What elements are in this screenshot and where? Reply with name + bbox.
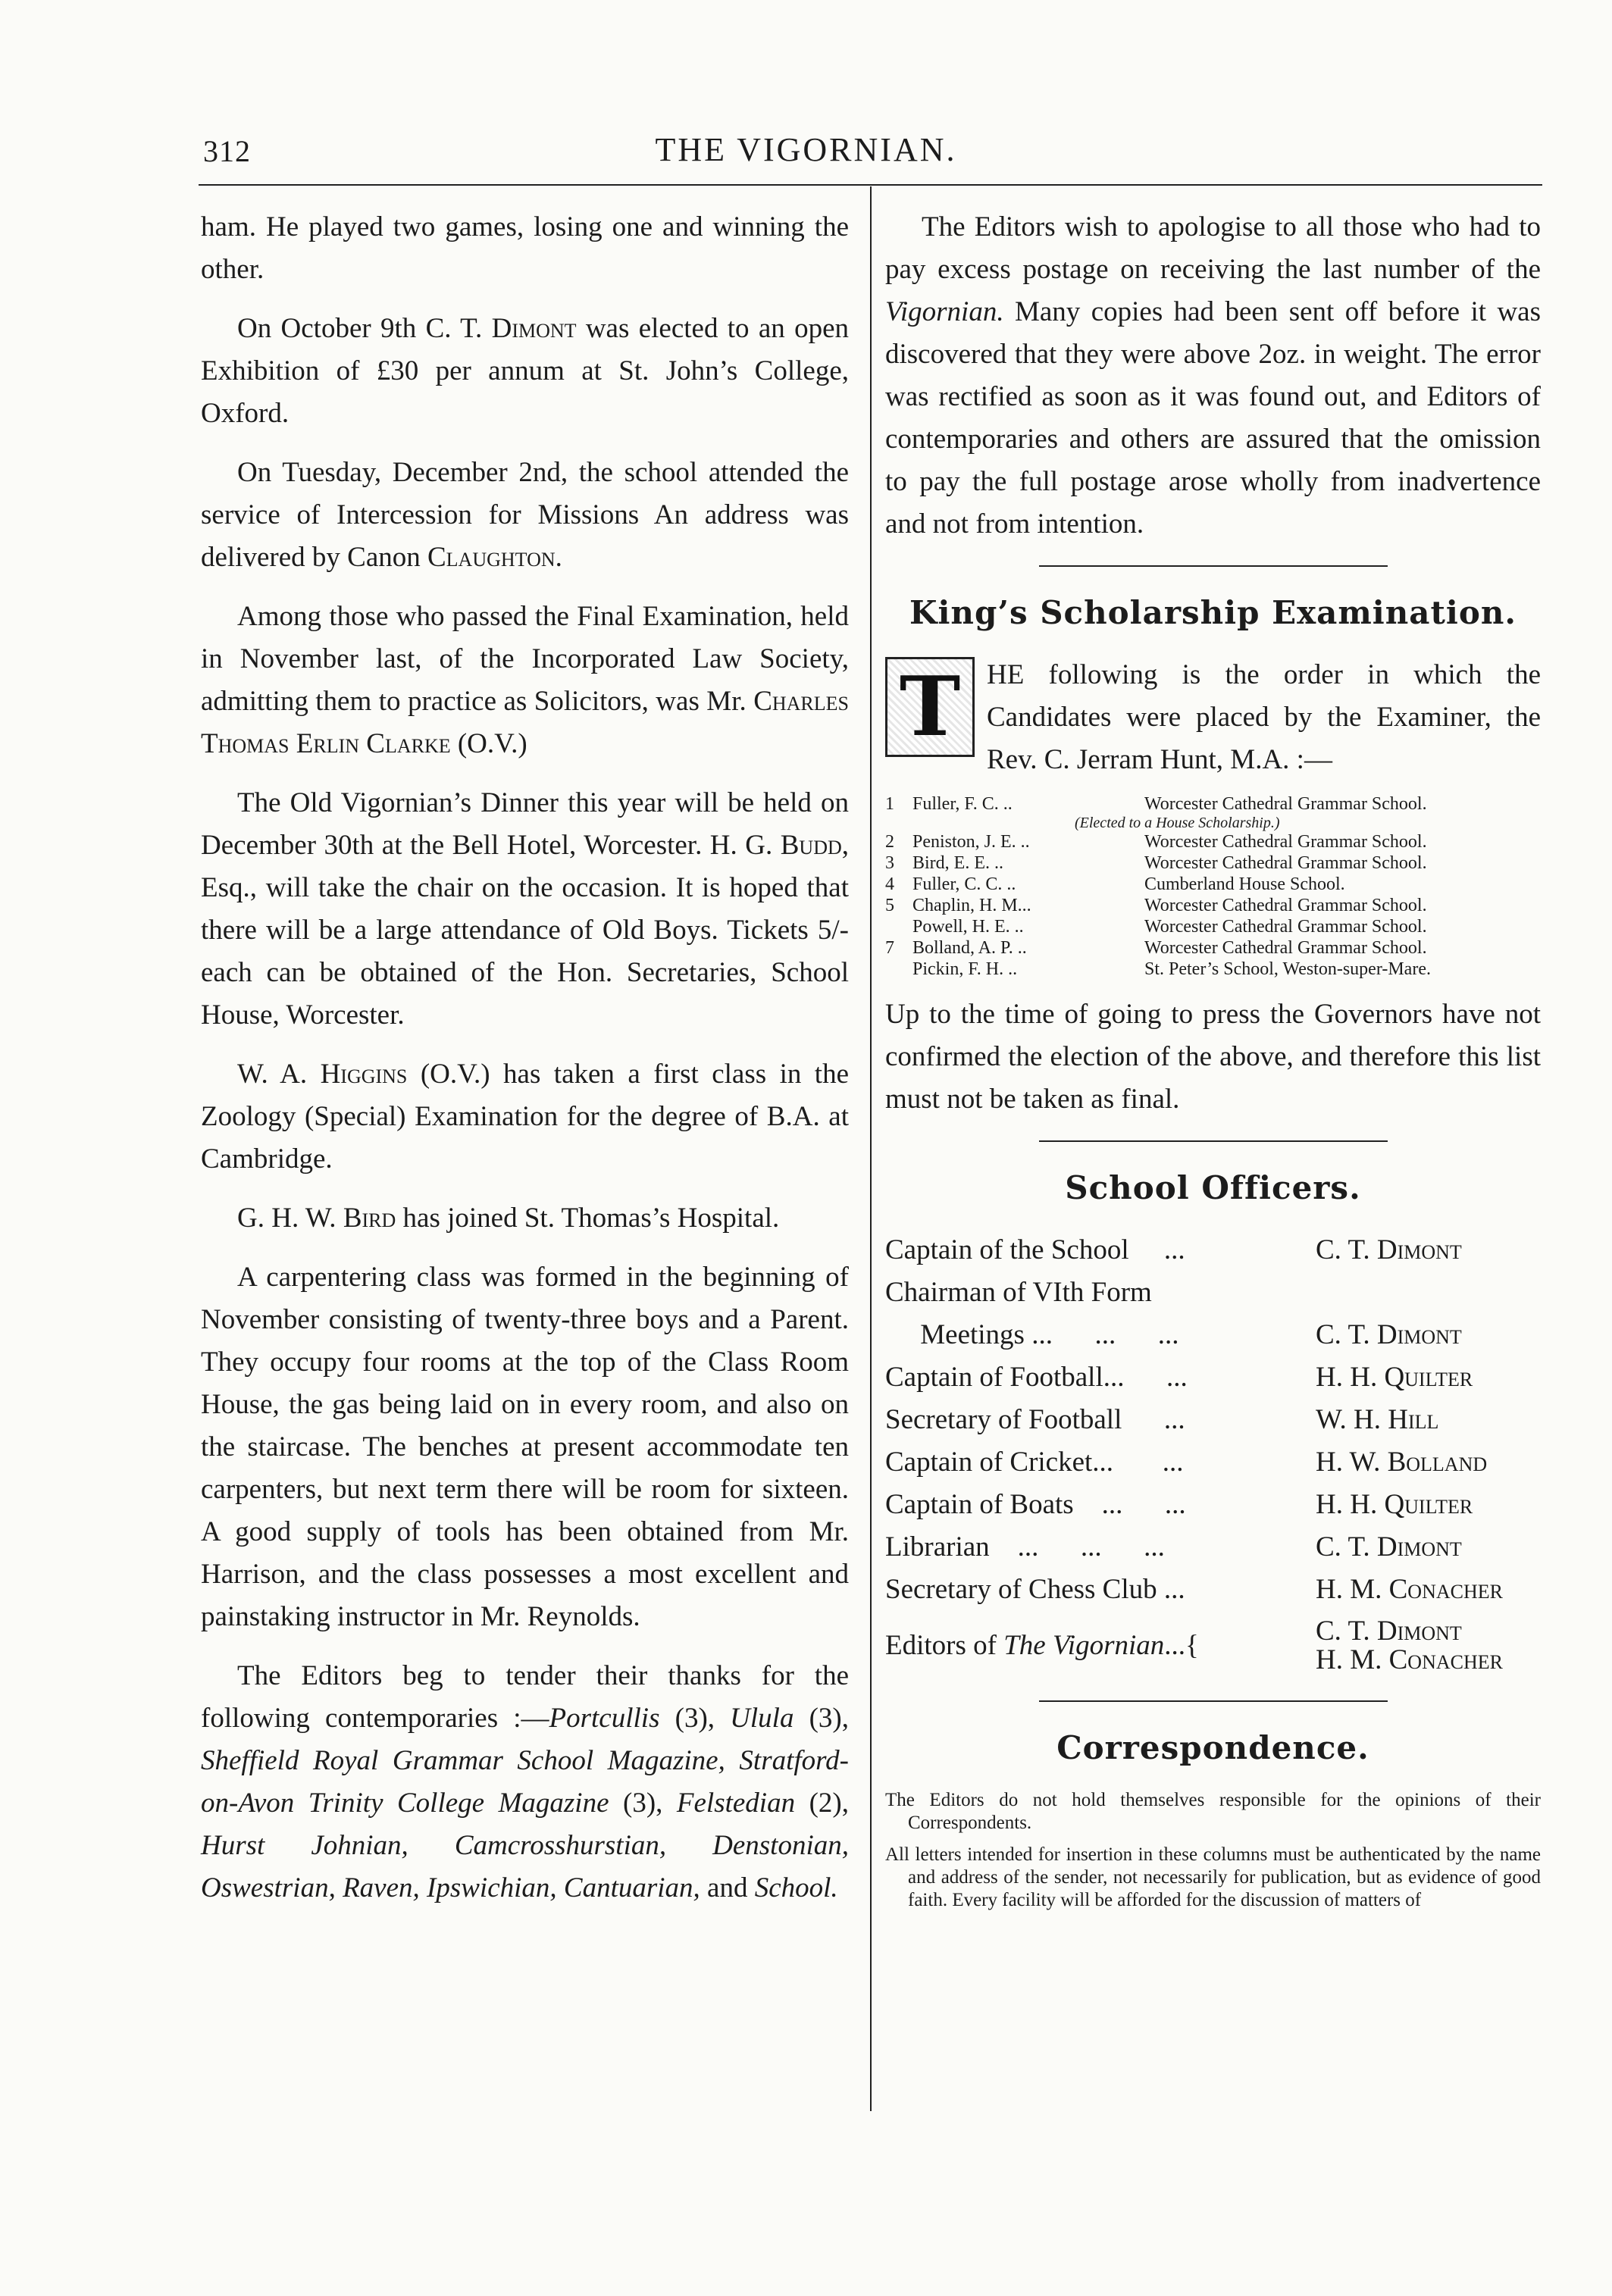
officer-row: Secretary of Chess Club ... H. M. Conacher (885, 1574, 1503, 1605)
paragraph-governors: Up to the time of going to press the Governors have not confirmed the election of the above, and therefore this list must not be taken as final. (885, 999, 1541, 1115)
officer-row: Captain of Boats ... ... H. H. Quilter (885, 1489, 1473, 1520)
paragraph-intercession: On Tuesday, December 2nd, the school attended the service of Intercession for Missions An address was delivered by Canon Claughton. (201, 457, 849, 573)
section-rule (1039, 565, 1388, 567)
paragraph-dinner: The Old Vigornian’s Dinner this year will be held on December 30th at the Bell Hotel, Worcester. H. G. Budd, Esq., will take the chair on the occasion. It is hoped that there will be a large attendance of Old Boys. Tickets 5/- each can be obtained of the Hon. Secretaries, School House, Worcester. (201, 787, 849, 1031)
result-row: 2 Peniston, J. E. .. Worcester Cathedral Grammar School. (885, 832, 1427, 852)
officer-row: Captain of Cricket... ... H. W. Bolland (885, 1447, 1488, 1478)
result-row: 7 Bolland, A. P. .. Worcester Cathedral Grammar School. (885, 938, 1427, 958)
officers-heading: School Officers. (1065, 1169, 1361, 1206)
officer-row: Meetings ... ... ... C. T. Dimont (885, 1319, 1462, 1350)
correspondence-note: The Editors do not hold themselves responsible for the opinions of their Correspondents. (885, 1790, 1541, 1833)
scholarship-results (885, 781, 1541, 980)
paragraph-law-society: Among those who passed the Final Examination, held in November last, of the Incorporated Law Society, admitting them to practice as Solicitors, was Mr. Charles Thomas Erlin Clarke (O.V.) (201, 601, 849, 759)
result-row: 5 Chaplin, H. M... Worcester Cathedral Grammar School. (885, 896, 1427, 915)
officer-row: Captain of the School ... C. T. Dimont (885, 1234, 1462, 1265)
result-row: Pickin, F. H. .. St. Peter’s School, Weston-super-Mare. (912, 959, 1431, 979)
editors-label: Editors of The Vigornian...{ (885, 1630, 1199, 1661)
right-column (885, 206, 1541, 1921)
paragraph-zoology: W. A. Higgins (O.V.) has taken a first class in the Zoology (Special) Examination for the degree of B.A. at Cambridge. (201, 1059, 849, 1175)
section-rule (1039, 1140, 1388, 1142)
paragraph-games: ham. He played two games, losing one and winning the other. (201, 211, 849, 285)
correspondence-heading: Correspondence. (1056, 1729, 1369, 1766)
paragraph-apology: The Editors wish to apologise to all those who had to pay excess postage on receiving the last number of the Vigornian. Many copies had been sent off before it was discovered that they were above 2oz. in weight. The error was rectified as soon as it was found out, and Editors of contemporaries and others are assured that the omission to pay the full postage arose wholly from inadvertence and not from intention. (885, 211, 1541, 540)
correspondence-note: All letters intended for insertion in these columns must be authenticated by the name and address of the sender, not necessarily for publication, but as evidence of good faith. Every facility will be afforded for the discussion of matters of (885, 1844, 1541, 1910)
result-row: Powell, H. E. .. Worcester Cathedral Grammar School. (912, 917, 1427, 937)
result-row: 1 Fuller, F. C. .. Worcester Cathedral Grammar School. (885, 794, 1427, 814)
paragraph-contemporaries: The Editors beg to tender their thanks for the following contemporaries :—Portcullis (3), Ulula (3), Sheffield Royal Grammar School Magazine, Stratford-on-Avon Trinity College Magazine (3), Felstedian (2), Hurst Johnian, Camcrosshurstian, Denstonian, Oswestrian, Raven, Ipswichian, Cantuarian, and School. (201, 1660, 849, 1903)
running-title: THE VIGORNIAN. (655, 131, 957, 168)
paragraph-hospital: G. H. W. Bird has joined St. Thomas’s Hospital. (237, 1203, 780, 1234)
left-column (201, 206, 849, 1926)
section-rule (1039, 1700, 1388, 1702)
scholarship-heading: King’s Scholarship Examination. (909, 594, 1517, 631)
paragraph-carpentering: A carpentering class was formed in the beginning of November consisting of twenty-three boys and a Parent. They occupy four rooms at the top of the Class Room House, the gas being laid on in every room, and also on the staircase. The benches at present accommodate ten carpenters, but next term there will be room for sixteen. A good supply of tools has been obtained from Mr. Harrison, and the class possesses a most excellent and painstaking instructor in Mr. Reynolds. (201, 1262, 849, 1632)
column-divider (870, 186, 872, 2111)
scholarship-intro (885, 654, 1541, 781)
result-row: 4 Fuller, C. C. .. Cumberland House School. (885, 874, 1345, 894)
drop-cap-t: T (885, 657, 975, 757)
result-note: (Elected to a House Scholarship.) (1075, 815, 1280, 831)
paragraph-exhibition: On October 9th C. T. Dimont was elected to an open Exhibition of £30 per annum at St. John’s College, Oxford. (201, 313, 850, 429)
officer-row: Chairman of VIth Form (885, 1277, 1152, 1308)
result-row: 3 Bird, E. E. .. Worcester Cathedral Grammar School. (885, 853, 1427, 873)
officer-row: Captain of Football... ... H. H. Quilter (885, 1362, 1473, 1393)
officer-row: Secretary of Football ... W. H. Hill (885, 1404, 1439, 1435)
editors-names: C. T. Dimont H. M. Conacher (1316, 1616, 1503, 1675)
officers-list (885, 1229, 1541, 1675)
header-rule (199, 184, 1542, 186)
page-number: 312 (203, 134, 251, 168)
scholarship-intro-text: HE following is the order in which the Candidates were placed by the Examiner, the Rev. C. Jerram Hunt, M.A. :— (987, 659, 1541, 775)
correspondence-notes (885, 1789, 1541, 1912)
officer-row-editors (885, 1617, 1541, 1675)
officer-row: Librarian ... ... ... C. T. Dimont (885, 1531, 1462, 1562)
